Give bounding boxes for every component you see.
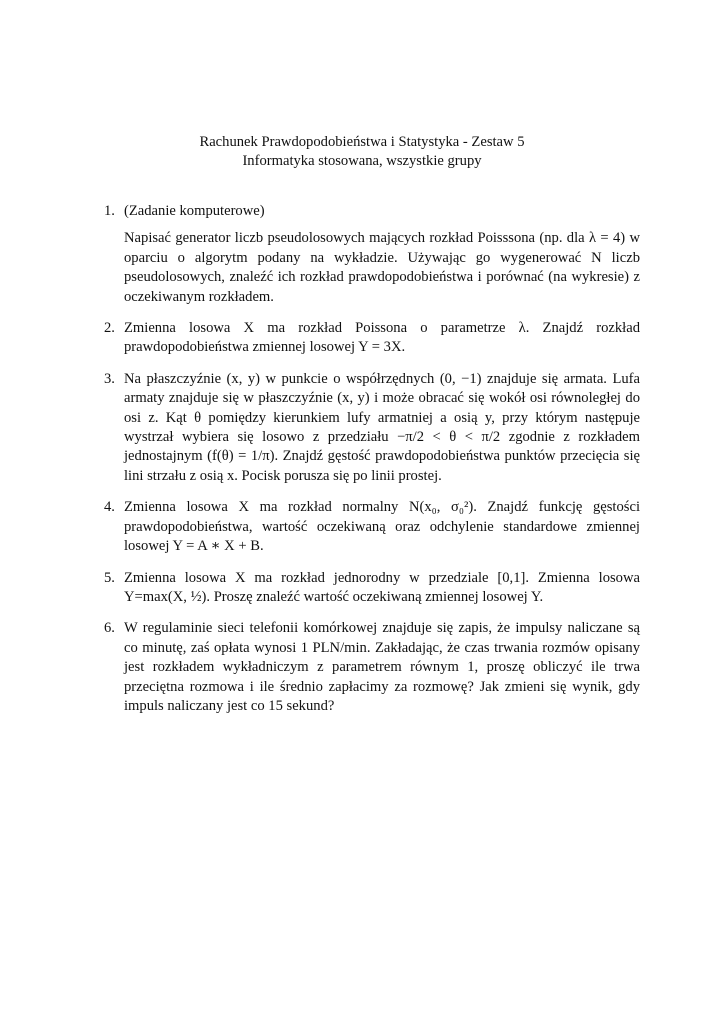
problem-list: [104, 202, 640, 716]
problem-text: Zmienna losowa X ma rozkład Poissona o parametrze λ. Znajdź rozkład prawdopodobieństwa zmiennej losowej Y = 3X.: [124, 320, 640, 356]
problem-text: W regulaminie sieci telefonii komórkowej znajduje się zapis, że impulsy naliczane są co minutę, zaś opłata wynosi 1 PLN/min. Zakładając, że czas trwania rozmów opisany jest rozkładem wykładniczym z parametrem równym 1, proszę obliczyć ile trwa przeciętna rozmowa i ile średnio zapłacimy za rozmowę? Jak zmieni się wynik, gdy impuls naliczany jest co 15 sekund?: [124, 620, 640, 714]
problem-3: [104, 370, 640, 486]
problem-2: [104, 319, 640, 358]
problem-number: 3.: [104, 370, 115, 387]
problem-text: Zmienna losowa X ma rozkład jednorodny w przedziale [0,1]. Zmienna losowa Y=max(X, ½). Proszę znaleźć wartość oczekiwaną zmiennej losowej Y.: [124, 569, 640, 605]
problem-number: 6.: [104, 620, 115, 637]
problem-text: Zmienna losowa X ma rozkład normalny N(x₀, σ₀²). Znajdź funkcję gęstości prawdopodobieństwa, wartość oczekiwaną oraz odchylenie standardowe zmiennej losowej Y = A ∗ X + B.: [124, 499, 640, 555]
problem-6: [104, 619, 640, 716]
problem-4: [104, 498, 640, 556]
problem-text: Na płaszczyźnie (x, y) w punkcie o współrzędnych (0, −1) znajduje się armata. Lufa armaty znajduje się w płaszczyźnie (x, y) i może obracać się wokół osi równoległej do osi z. Kąt θ pomiędzy kierunkiem lufy armatniej a osią y, przy którym następuje wystrzał wybiera się losowo z przedziału −π/2 < θ < π/2 zgodnie z rozkładem jednostajnym (f(θ) = 1/π). Znajdź gęstość prawdopodobieństwa punktów przecięcia się lini strzału z osią x. Pocisk porusza się po linii prostej.: [124, 370, 640, 484]
document-title: Rachunek Prawdopodobieństwa i Statystyka - Zestaw 5: [199, 134, 525, 150]
document-header: [0, 133, 724, 171]
problem-1: [104, 202, 640, 307]
problem-number: 5.: [104, 569, 115, 586]
problem-number: 1.: [104, 203, 115, 219]
document-subtitle: Informatyka stosowana, wszystkie grupy: [242, 153, 482, 169]
problem-number: 2.: [104, 320, 115, 337]
problem-5: [104, 569, 640, 608]
problem-text: Napisać generator liczb pseudolosowych mających rozkład Poisssona (np. dla λ = 4) w oparciu o algorytm podany na wykładzie. Używając go wygenerować N liczb pseudolosowych, znaleźć ich rozkład prawdopodobieństwa i porównać (na wykresie) z oczekiwanym rozkładem.: [124, 230, 640, 305]
problem-text: (Zadanie komputerowe): [124, 203, 265, 219]
problem-number: 4.: [104, 499, 115, 516]
